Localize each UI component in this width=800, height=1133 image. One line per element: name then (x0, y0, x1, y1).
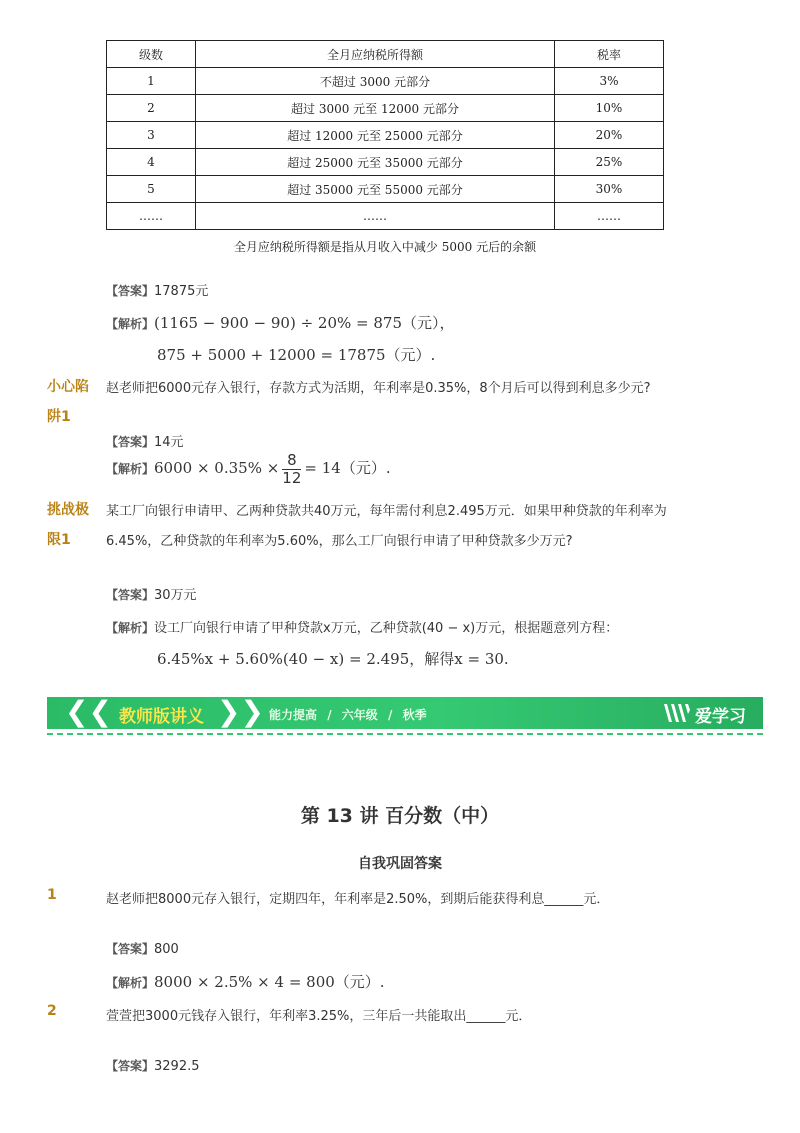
question-text: 赵老师把8000元存入银行，定期四年，年利率是2.50%，到期后能获得利息______元． (106, 892, 610, 907)
table-cell: 20% (555, 122, 664, 149)
table-row (107, 68, 664, 95)
analysis-formula: 6000 × 0.35% × (154, 459, 280, 477)
table-row (107, 95, 664, 122)
answer-tag: 【答案】 (106, 435, 155, 449)
table-cell: 超过 3000 元至 12000 元部分 (196, 95, 555, 122)
page-title: 第 13 讲 百分数（中） (300, 805, 500, 827)
table-header: 税率 (555, 41, 664, 68)
table-cell: 3 (107, 122, 196, 149)
analysis-line (106, 617, 618, 636)
breadcrumb-separator: / (327, 708, 332, 722)
question-text: 萱萱把3000元钱存入银行，年利率3.25%，三年后一共能取出______元． (106, 1009, 532, 1024)
challenge-question: 某工厂向银行申请甲、乙两种贷款共40万元，每年需付利息2.495万元．如果甲种贷款的年利率为 (106, 504, 667, 519)
breadcrumb (269, 706, 427, 723)
table-row (107, 176, 664, 203)
breadcrumb-separator: / (387, 708, 393, 722)
breadcrumb-item: 秋季 (402, 708, 427, 722)
table-cell: 超过 35000 元至 55000 元部分 (196, 176, 555, 203)
challenge-question-2: 6.45%，乙种贷款的年利率为5.60%，那么工厂向银行申请了甲种贷款多少万元? (106, 534, 573, 549)
analysis-formula-2: 875 + 5000 + 12000 = 17875（元）. (157, 346, 436, 364)
table-header: 全月应纳税所得额 (196, 41, 555, 68)
chevron-left-icon: ❮❮ (65, 695, 112, 728)
chevron-right-icon: ❯❯ (217, 695, 264, 728)
answer-line (106, 584, 197, 603)
answer-line (106, 280, 208, 299)
analysis-formula: 8000 × 2.5% × 4 = 800（元）. (154, 973, 385, 991)
table-cell: 4 (107, 149, 196, 176)
answer-value: 14元 (154, 435, 184, 450)
answer-value: 3292.5 (154, 1059, 200, 1074)
table-cell: 10% (555, 95, 664, 122)
answer-tag: 【答案】 (106, 284, 155, 298)
table-cell: 超过 12000 元至 25000 元部分 (196, 122, 555, 149)
table-cell: …… (555, 203, 664, 230)
trap-question: 赵老师把6000元存入银行，存款方式为活期，年利率是0.35%，8个月后可以得到利息多少元? (106, 381, 651, 396)
answer-value: 17875元 (154, 284, 209, 299)
brand-title: 教师版讲义 (119, 707, 204, 727)
analysis-line (106, 971, 385, 992)
table-cell: 3% (555, 68, 664, 95)
trap-label: 小心陷 (47, 379, 89, 395)
table-row (107, 122, 664, 149)
answer-line (106, 940, 179, 957)
table-cell: 超过 25000 元至 35000 元部分 (196, 149, 555, 176)
answer-line (106, 431, 184, 450)
table-cell: 不超过 3000 元部分 (196, 68, 555, 95)
logo-text: 爱学习 (695, 707, 746, 727)
table-cell: 30% (555, 176, 664, 203)
table-cell: 5 (107, 176, 196, 203)
table-header-row (107, 41, 664, 68)
breadcrumb-item: 能力提高 (269, 708, 318, 722)
tax-rate-table (106, 40, 664, 230)
analysis-line (106, 312, 455, 333)
table-note: 全月应纳税所得额是指从月收入中减少 5000 元后的余额 (233, 240, 537, 254)
fraction-numerator: 8 (282, 452, 301, 470)
analysis-tag: 【解析】 (106, 621, 155, 635)
table-header: 级数 (107, 41, 196, 68)
analysis-formula: (1165 − 900 − 90) ÷ 20% = 875（元）， (154, 314, 455, 332)
trap-label-2: 阱1 (47, 409, 71, 425)
answer-tag: 【答案】 (106, 588, 155, 602)
challenge-label: 挑战极 (47, 502, 89, 518)
analysis-formula-2: 6.45%x + 5.60%(40 − x) = 2.495，解得x = 30. (157, 650, 509, 668)
fraction-denominator: 12 (282, 469, 302, 487)
answer-line (106, 1057, 200, 1074)
table-cell: 1 (107, 68, 196, 95)
answer-value: 30万元 (154, 588, 197, 603)
analysis-tag: 【解析】 (106, 462, 155, 476)
analysis-result: = 14（元）. (304, 459, 391, 477)
challenge-label-2: 限1 (47, 532, 71, 548)
analysis-text: 设工厂向银行申请了甲种贷款x万元，乙种贷款(40 − x)万元，根据题意列方程： (154, 621, 619, 636)
table-row (107, 203, 664, 230)
question-number: 1 (47, 887, 57, 903)
table-cell: …… (196, 203, 555, 230)
analysis-tag: 【解析】 (106, 317, 155, 331)
answer-tag: 【答案】 (106, 1059, 155, 1073)
answer-value: 800 (154, 942, 179, 957)
divider (47, 733, 763, 735)
breadcrumb-item: 六年级 (341, 708, 378, 722)
fraction (282, 452, 301, 487)
analysis-line (106, 452, 391, 487)
section-title: 自我巩固答案 (358, 856, 442, 872)
table-cell: 2 (107, 95, 196, 122)
logo-icon (662, 701, 692, 729)
header-banner (47, 697, 763, 729)
question-number: 2 (47, 1003, 57, 1019)
table-row (107, 149, 664, 176)
analysis-tag: 【解析】 (106, 976, 155, 990)
table-cell: 25% (555, 149, 664, 176)
answer-tag: 【答案】 (106, 942, 155, 956)
table-cell: …… (107, 203, 196, 230)
